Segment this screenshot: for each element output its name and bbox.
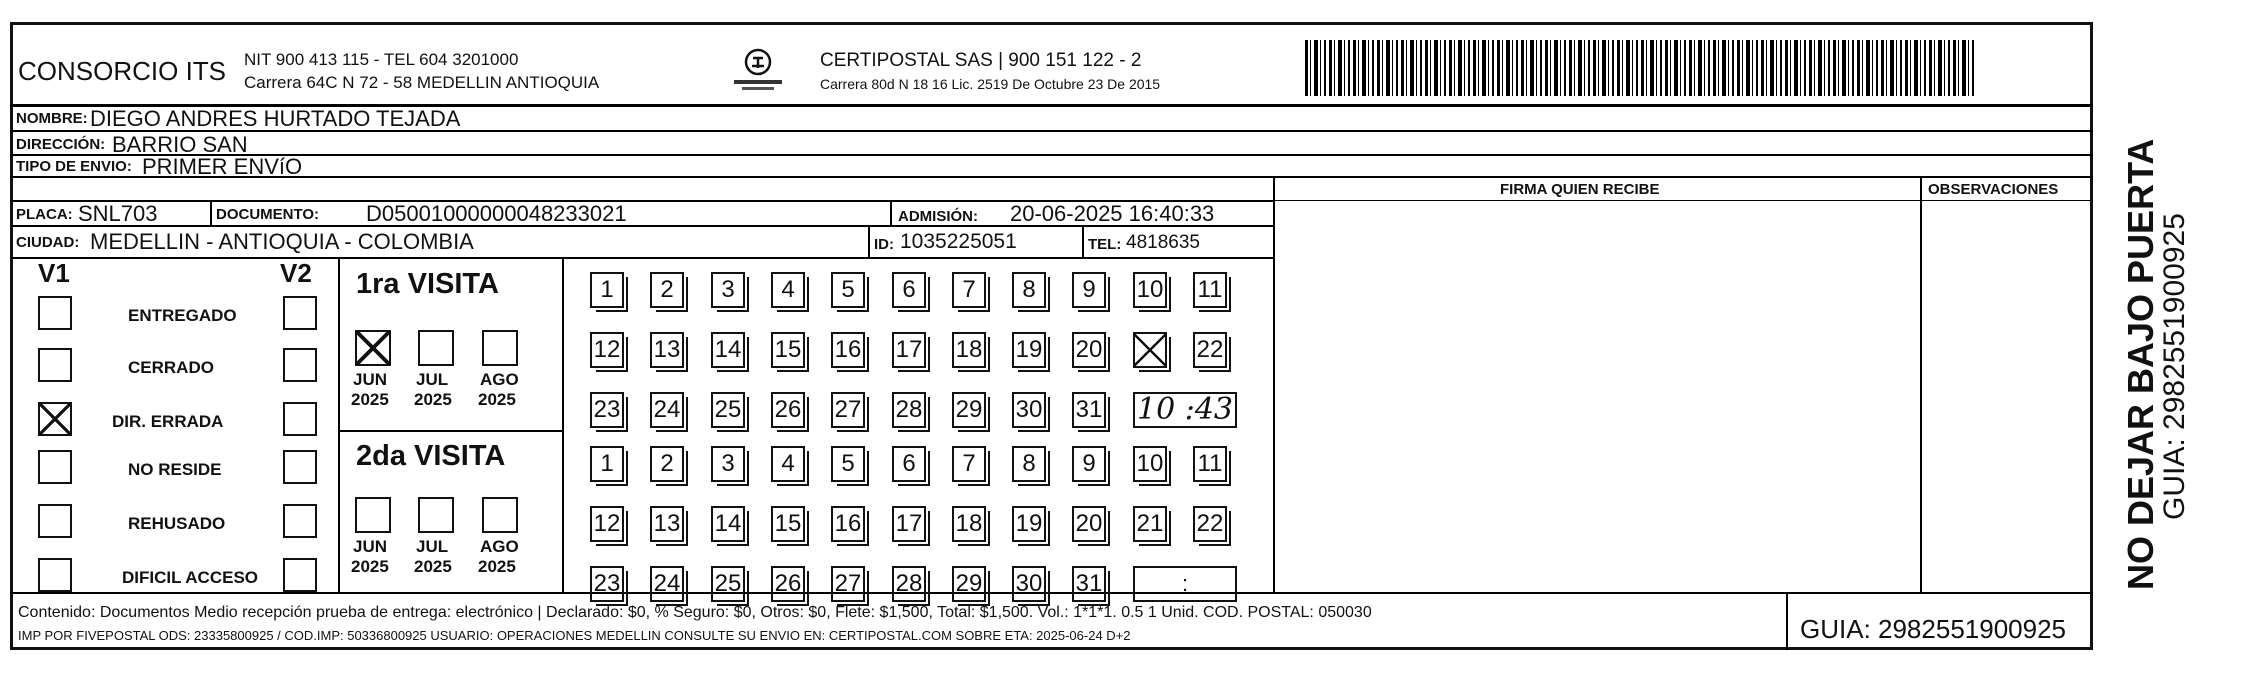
visit1-day-5[interactable]: 5 [831, 272, 865, 308]
visit1-day-1[interactable]: 1 [590, 272, 624, 308]
status-label-4: NO RESIDE [128, 460, 222, 479]
visit2-day-14[interactable]: 14 [711, 506, 745, 542]
company-name: CONSORCIO ITS [18, 56, 227, 86]
visit1-day-24[interactable]: 24 [650, 392, 684, 428]
visit1-day-2[interactable]: 2 [650, 272, 684, 308]
status-label-2: CERRADO [128, 358, 214, 377]
visit2-day-29[interactable]: 29 [952, 566, 986, 602]
visit1-title: 1ra VISITA [356, 268, 499, 300]
visit1-day-28[interactable]: 28 [892, 392, 926, 428]
visit2-day-9[interactable]: 9 [1072, 446, 1106, 482]
visit1-year-3: 2025 [478, 390, 516, 409]
name-label: NOMBRE: [16, 110, 88, 127]
visit1-month-3: AGO [480, 370, 519, 389]
visit2-day-23[interactable]: 23 [590, 566, 624, 602]
visit2-day-7[interactable]: 7 [952, 446, 986, 482]
visit1-day-20[interactable]: 20 [1072, 332, 1106, 368]
visit2-month-2: JUL [416, 537, 449, 556]
visit2-month-checkbox-2[interactable] [418, 497, 454, 533]
visit2-year-1: 2025 [351, 557, 389, 576]
document-label: DOCUMENTO: [216, 206, 320, 223]
visit2-day-17[interactable]: 17 [892, 506, 926, 542]
footer-imp: IMP POR FIVEPOSTAL ODS: 23335800925 / COD.IMP: 50336800925 USUARIO: OPERACIONES MEDELLIN CONSULTE SU ENVIO EN: CERTIPOSTAL.COM SOBRE ETA: 2025-06-24 D+2 [18, 628, 1131, 643]
city-label: CIUDAD: [16, 234, 80, 251]
type-label: TIPO DE ENVIO: [16, 158, 132, 175]
status-label-6: DIFICIL ACCESO [122, 568, 259, 587]
plate-value: SNL703 [78, 201, 158, 226]
visit1-month-2: JUL [416, 370, 449, 389]
visit2-day-24[interactable]: 24 [650, 566, 684, 602]
v2-checkbox-2[interactable] [283, 348, 317, 382]
visit1-day-8[interactable]: 8 [1012, 272, 1046, 308]
visit1-day-14[interactable]: 14 [711, 332, 745, 368]
side-warning: NO DEJAR BAJO PUERTA [2120, 138, 2161, 590]
id-value: 1035225051 [900, 230, 1017, 253]
visit2-year-2: 2025 [414, 557, 452, 576]
visit2-day-5[interactable]: 5 [831, 446, 865, 482]
v1-checkbox-6[interactable] [38, 558, 72, 592]
visit2-day-15[interactable]: 15 [771, 506, 805, 542]
v2-checkbox-3[interactable] [283, 402, 317, 436]
visit2-day-22[interactable]: 22 [1193, 506, 1227, 542]
status-label-5: REHUSADO [128, 514, 226, 533]
visit1-day-10[interactable]: 10 [1133, 272, 1167, 308]
visit2-month-checkbox-1[interactable] [355, 497, 391, 533]
visit2-day-11[interactable]: 11 [1193, 446, 1227, 482]
visit1-day-4[interactable]: 4 [771, 272, 805, 308]
visit1-day-6[interactable]: 6 [892, 272, 926, 308]
v1-checkbox-3[interactable] [38, 402, 72, 436]
v1-checkbox-4[interactable] [38, 450, 72, 484]
visit2-day-2[interactable]: 2 [650, 446, 684, 482]
recipient-name: DIEGO ANDRES HURTADO TEJADA [90, 106, 461, 131]
visit1-day-9[interactable]: 9 [1072, 272, 1106, 308]
visit1-day-27[interactable]: 27 [831, 392, 865, 428]
visit1-day-29[interactable]: 29 [952, 392, 986, 428]
city-value: MEDELLIN - ANTIOQUIA - COLOMBIA [90, 229, 474, 254]
visit2-day-20[interactable]: 20 [1072, 506, 1106, 542]
visit2-month-3: AGO [480, 537, 519, 556]
visit1-day-13[interactable]: 13 [650, 332, 684, 368]
v2-header: V2 [280, 258, 312, 288]
visit1-day-30[interactable]: 30 [1012, 392, 1046, 428]
visit2-time-box[interactable]: : [1133, 566, 1237, 602]
document-value: D05001000000048233021 [366, 201, 627, 226]
id-label: ID: [874, 236, 894, 253]
visit1-day-17[interactable]: 17 [892, 332, 926, 368]
visit2-day-4[interactable]: 4 [771, 446, 805, 482]
visit2-day-8[interactable]: 8 [1012, 446, 1046, 482]
observations-label: OBSERVACIONES [1928, 181, 2059, 198]
visit1-day-25[interactable]: 25 [711, 392, 745, 428]
visit2-month-checkbox-3[interactable] [482, 497, 518, 533]
visit2-day-18[interactable]: 18 [952, 506, 986, 542]
visit1-day-7[interactable]: 7 [952, 272, 986, 308]
visit1-day-26[interactable]: 26 [771, 392, 805, 428]
visit1-day-31[interactable]: 31 [1072, 392, 1106, 428]
visit2-day-21[interactable]: 21 [1133, 506, 1167, 542]
visit2-title: 2da VISITA [356, 440, 506, 472]
address-label: DIRECCIÓN: [16, 136, 106, 153]
v2-checkbox-5[interactable] [283, 504, 317, 538]
visit2-month-1: JUN [353, 537, 388, 556]
tel-value: 4818635 [1126, 232, 1200, 253]
footer-guia: GUIA: 2982551900925 [1800, 614, 2066, 644]
visit2-day-28[interactable]: 28 [892, 566, 926, 602]
admission-label: ADMISIÓN: [898, 208, 978, 225]
signature-label: FIRMA QUIEN RECIBE [1500, 181, 1660, 198]
visit2-day-16[interactable]: 16 [831, 506, 865, 542]
visit1-day-16[interactable]: 16 [831, 332, 865, 368]
visit1-month-1: JUN [353, 370, 388, 389]
visit1-year-2: 2025 [414, 390, 452, 409]
tel-label: TEL: [1088, 236, 1122, 253]
visit2-day-12[interactable]: 12 [590, 506, 624, 542]
visit1-day-15[interactable]: 15 [771, 332, 805, 368]
v2-checkbox-6[interactable] [283, 558, 317, 592]
visit2-day-10[interactable]: 10 [1133, 446, 1167, 482]
shipment-type: PRIMER ENVíO [142, 154, 303, 179]
visit2-day-30[interactable]: 30 [1012, 566, 1046, 602]
v1-checkbox-2[interactable] [38, 348, 72, 382]
v1-checkbox-5[interactable] [38, 504, 72, 538]
visit1-day-22[interactable]: 22 [1193, 332, 1227, 368]
visit2-day-13[interactable]: 13 [650, 506, 684, 542]
visit2-year-3: 2025 [478, 557, 516, 576]
visit1-day-23[interactable]: 23 [590, 392, 624, 428]
visit1-day-11[interactable]: 11 [1193, 272, 1227, 308]
v1-header: V1 [38, 258, 70, 288]
admission-value: 20-06-2025 16:40:33 [1010, 201, 1215, 226]
v1-checkbox-1[interactable] [38, 296, 72, 330]
visit2-day-19[interactable]: 19 [1012, 506, 1046, 542]
visit2-day-25[interactable]: 25 [711, 566, 745, 602]
status-label-1: ENTREGADO [128, 306, 237, 325]
visit2-day-27[interactable]: 27 [831, 566, 865, 602]
carrier-name: CERTIPOSTAL SAS | 900 151 122 - 2 [820, 50, 1142, 71]
company-address: Carrera 64C N 72 - 58 MEDELLIN ANTIOQUIA [244, 73, 600, 92]
certipostal-logo [728, 44, 788, 94]
visit1-day-18[interactable]: 18 [952, 332, 986, 368]
visit1-day-12[interactable]: 12 [590, 332, 624, 368]
visit2-day-1[interactable]: 1 [590, 446, 624, 482]
v2-checkbox-1[interactable] [283, 296, 317, 330]
visit1-day-3[interactable]: 3 [711, 272, 745, 308]
visit2-day-6[interactable]: 6 [892, 446, 926, 482]
visit1-month-checkbox-1[interactable] [355, 330, 391, 366]
visit2-day-3[interactable]: 3 [711, 446, 745, 482]
footer-content: Contenido: Documentos Medio recepción prueba de entrega: electrónico | Declarado: $0, % Seguro: $0, Otros: $0, Flete: $1,500, Total: $1,500. Vol.: 1*1*1. 0.5 1 Unid. COD. POSTAL: 050030 [18, 604, 1372, 621]
visit1-year-1: 2025 [351, 390, 389, 409]
v2-checkbox-4[interactable] [283, 450, 317, 484]
company-nit: NIT 900 413 115 - TEL 604 3201000 [244, 50, 519, 69]
visit1-month-checkbox-3[interactable] [482, 330, 518, 366]
plate-label: PLACA: [16, 206, 73, 223]
visit1-month-checkbox-2[interactable] [418, 330, 454, 366]
recipient-address: BARRIO SAN [112, 132, 248, 157]
visit1-day-19[interactable]: 19 [1012, 332, 1046, 368]
visit1-day-21[interactable] [1133, 332, 1167, 368]
barcode [1305, 40, 1975, 96]
visit1-time-box[interactable]: 10 :43 [1133, 392, 1237, 428]
carrier-address: Carrera 80d N 18 16 Lic. 2519 De Octubre 23 De 2015 [820, 76, 1161, 92]
visit2-day-31[interactable]: 31 [1072, 566, 1106, 602]
visit2-day-26[interactable]: 26 [771, 566, 805, 602]
side-guia: GUIA: 2982551900925 [2158, 213, 2191, 520]
status-label-3: DIR. ERRADA [112, 412, 224, 431]
